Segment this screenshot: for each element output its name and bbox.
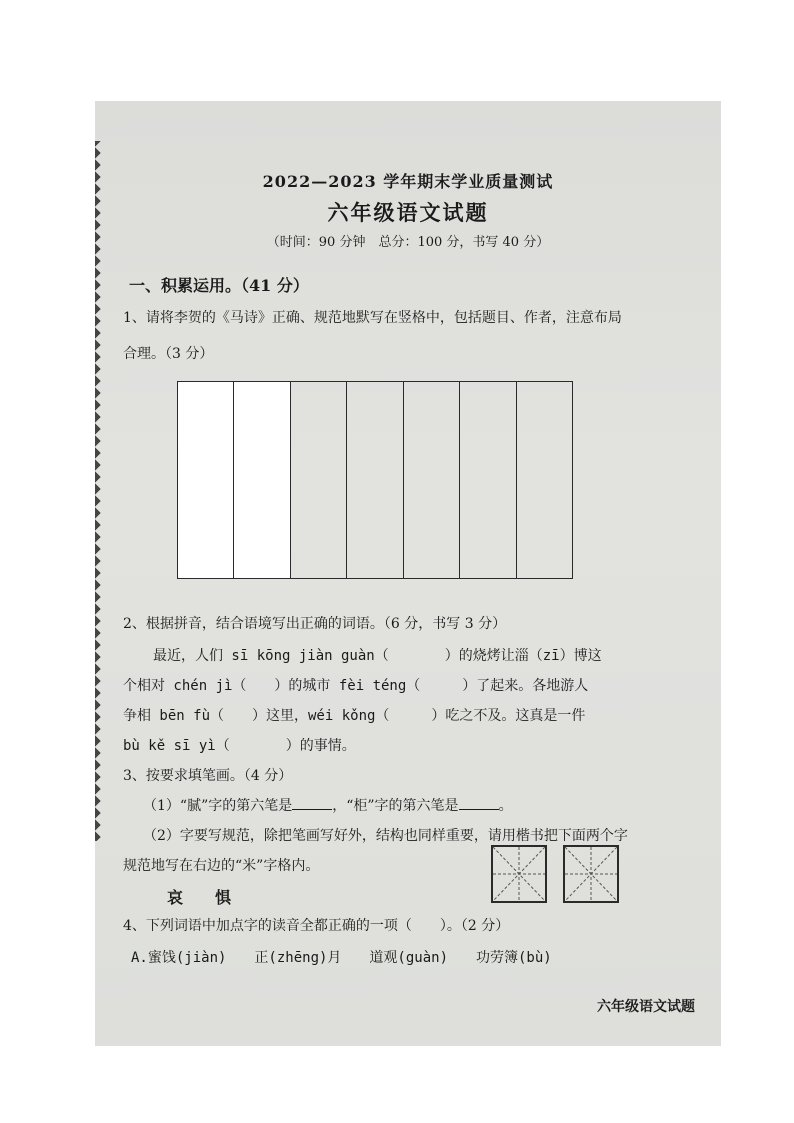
footer-label: 六年级语文试题: [597, 999, 695, 1015]
mi-grid-box-1[interactable]: [491, 845, 547, 903]
mi-grid-box-2[interactable]: [563, 845, 619, 903]
exam-meta: （时间：90 分钟 总分：100 分，书写 40 分）: [266, 235, 550, 250]
section1-heading: 一、积累运用。（41 分）: [129, 276, 309, 295]
q4-heading: 4、下列词语中加点字的读音全都正确的一项（ ）。（2 分）: [123, 918, 510, 934]
q2-line1: 最近，人们 sī kōng jiàn guàn（ ）的烧烤让淄（zī）博这: [153, 648, 602, 664]
q3-chars: 哀 惧: [167, 888, 232, 907]
q2-line2: 个相对 chén jì（ ）的城市 fèi téng（ ）了起来。各地游人: [123, 678, 589, 694]
grid-column[interactable]: [178, 382, 234, 578]
grid-column[interactable]: [234, 382, 290, 578]
q1-text-line1: 1、请将李贺的《马诗》正确、规范地默写在竖格中，包括题目、作者，注意布局: [123, 310, 622, 326]
q1-text-line2: 合理。（3 分）: [123, 346, 214, 362]
poem-vertical-grid[interactable]: [177, 381, 573, 579]
grid-column[interactable]: [460, 382, 516, 578]
grid-column[interactable]: [517, 382, 572, 578]
q3-part1-label: （1）“腻”字的第六笔是: [143, 798, 293, 814]
q3-line1: [143, 795, 513, 815]
q2-heading: 2、根据拼音，结合语境写出正确的词语。（6 分，书写 3 分）: [123, 616, 507, 632]
exam-photo: [95, 101, 721, 1046]
q2-line3: 争相 bēn fù（ ）这里，wéi kǒng（ ）吃之不及。这真是一件: [123, 708, 586, 724]
q3-line2: （2）字要写规范，除把笔画写好外，结构也同样重要，请用楷书把下面两个字: [143, 828, 628, 844]
q4-option-a: A.蜜饯(jiàn) 正(zhēng)月 道观(guàn) 功劳簿(bù): [131, 950, 552, 966]
grid-column[interactable]: [404, 382, 460, 578]
q3-part2-label: ，“柜”字的第六笔是: [332, 798, 459, 814]
grid-column[interactable]: [291, 382, 347, 578]
stroke-blank-2[interactable]: [459, 797, 499, 810]
exam-subject-title: 六年级语文试题: [327, 200, 489, 225]
exam-year-title: 2022—2023 学年期末学业质量测试: [262, 172, 554, 191]
grid-column[interactable]: [347, 382, 403, 578]
q2-line4: bù kě sī yì（ ）的事情。: [123, 738, 356, 754]
q3-line3: 规范地写在右边的“米”字格内。: [123, 858, 320, 874]
q3-period: 。: [498, 798, 513, 814]
stroke-blank-1[interactable]: [292, 797, 332, 810]
q3-heading: 3、按要求填笔画。（4 分）: [123, 768, 293, 784]
